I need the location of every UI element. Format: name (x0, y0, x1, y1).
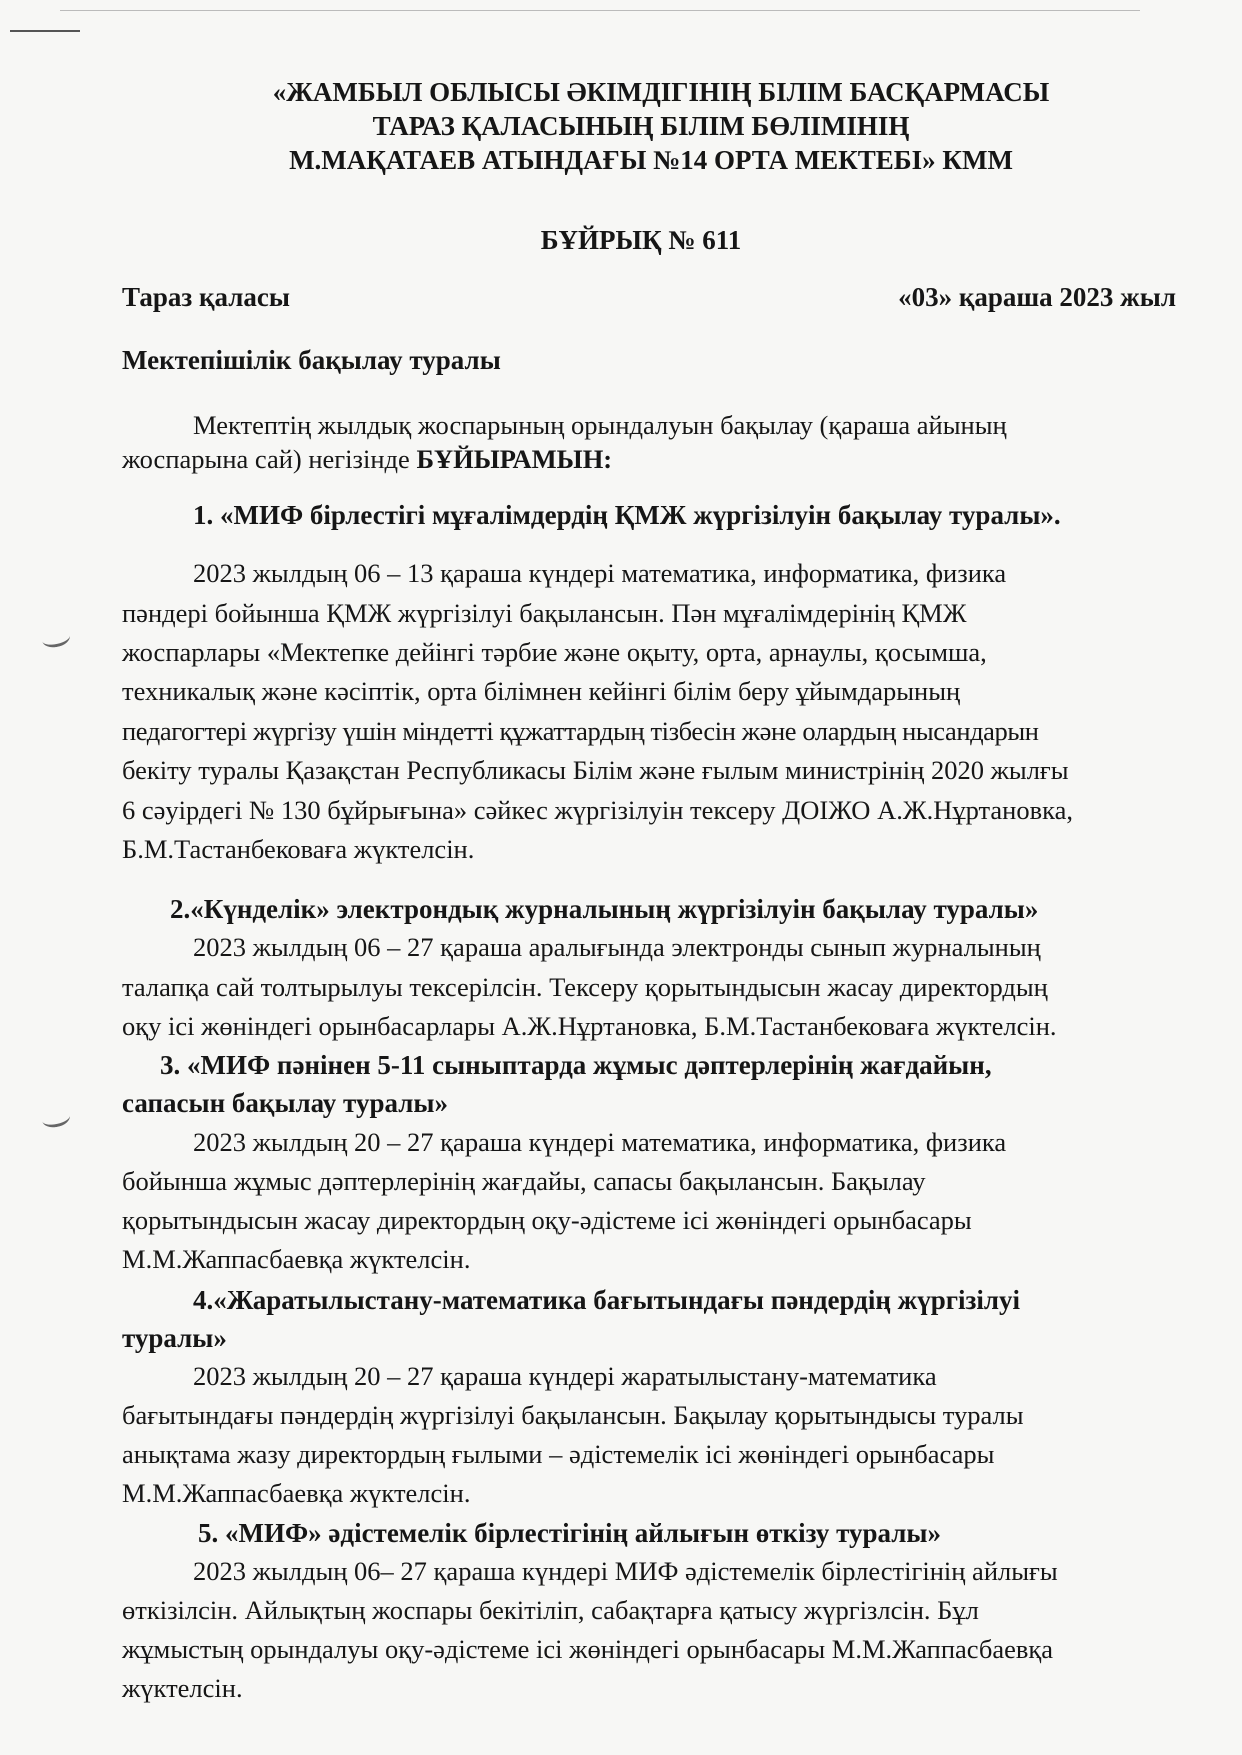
section-2-line: 2023 жылдың 06 – 27 қараша аралығында электронды сынып журналының (193, 932, 1041, 962)
section-1-line: 2023 жылдың 06 – 13 қараша күндері математика, информатика, физика (193, 558, 1007, 588)
section-2-line: оқу ісі жөніндегі орынбасарлары А.Ж.Нұртановка, Б.М.Тастанбековаға жүктелсін. (122, 1011, 1057, 1041)
intro-line-2 (122, 444, 612, 475)
section-4-heading-cont: туралы» (122, 1323, 227, 1353)
section-3-line: М.М.Жаппасбаевқа жүктелсін. (122, 1244, 471, 1274)
section-4-heading: 4.«Жаратылыстану-математика бағытындағы пәндердің жүргізілуі (193, 1285, 1020, 1315)
section-1-line: жоспарлары «Мектепке дейінгі тәрбие және оқыту, орта, арнаулы, қосымша, (122, 637, 987, 667)
section-5-line: өткізілсін. Айлықтың жоспары бекітіліп, сабақтарға қатысу жүргізлсін. Бұл (122, 1595, 979, 1625)
section-1-line: педагогтері жүргізу үшін міндетті құжаттардың тізбесін және олардың нысандарын (122, 716, 1039, 746)
order-date: «03» қараша 2023 жыл (898, 282, 1176, 312)
intro-command: БҰЙЫРАМЫН: (416, 444, 613, 474)
hole-punch-mark (41, 627, 72, 649)
section-3-heading: 3. «МИФ пәнінен 5-11 сыныптарда жұмыс дәптерлерінің жағдайын, (160, 1050, 992, 1080)
section-5-line: жүктелсін. (122, 1673, 243, 1703)
section-1-line: 6 сәуірдегі № 130 бұйрығына» сәйкес жүргізілуін тексеру ДОІЖО А.Ж.Нұртановка, (122, 795, 1073, 825)
hole-punch-mark (41, 1107, 72, 1129)
org-header-line-2: ТАРАЗ ҚАЛАСЫНЫҢ БІЛІМ БӨЛІМІНІҢ (372, 111, 910, 141)
city: Тараз қаласы (122, 282, 290, 312)
intro-text: жоспарына сай) негізінде (122, 444, 417, 474)
section-4-line: анықтама жазу директордың ғылыми – әдістемелік ісі жөніндегі орынбасары (122, 1439, 995, 1469)
section-4-line: 2023 жылдың 20 – 27 қараша күндері жаратылыстану-математика (193, 1361, 937, 1391)
section-1-line: бекіту туралы Қазақстан Республикасы Білім және ғылым министрінің 2020 жылғы (122, 755, 1069, 785)
section-5-heading: 5. «МИФ» әдістемелік бірлестігінің айлығын өткізу туралы» (198, 1518, 941, 1548)
org-header-line-1: «ЖАМБЫЛ ОБЛЫСЫ ӘКІМДІГІНІҢ БІЛІМ БАСҚАРМАСЫ (272, 77, 1050, 107)
section-1-line: Б.М.Тастанбековаға жүктелсін. (122, 834, 475, 864)
section-5-line: жұмыстың орындалуы оқу-әдістеме ісі жөніндегі орынбасары М.М.Жаппасбаевқа (122, 1634, 1054, 1664)
section-3-line: 2023 жылдың 20 – 27 қараша күндері математика, информатика, физика (193, 1127, 1007, 1157)
section-4-line: М.М.Жаппасбаевқа жүктелсін. (122, 1478, 471, 1508)
section-1-heading: 1. «МИФ бірлестігі мұғалімдердің ҚМЖ жүргізілуін бақылау туралы». (193, 500, 1061, 530)
section-2-line: талапқа сай толтырылуы тексерілсін. Тексеру қорытындысын жасау директордың (122, 972, 1048, 1002)
section-1-line: техникалық және кәсіптік, орта білімнен кейінгі білім беру ұйымдарының (122, 676, 961, 706)
section-4-line: бағытындағы пәндердің жүргізілуі бақылансын. Бақылау қорытындысы туралы (122, 1400, 1024, 1430)
scan-edge-line-top (60, 10, 1140, 11)
section-5-line: 2023 жылдың 06– 27 қараша күндері МИФ әдістемелік бірлестігінің айлығы (193, 1556, 1058, 1586)
scan-edge-line (10, 30, 80, 32)
org-header-line-3: М.МАҚАТАЕВ АТЫНДАҒЫ №14 ОРТА МЕКТЕБІ» КММ (289, 145, 1013, 175)
order-subject: Мектепішілік бақылау туралы (122, 345, 501, 375)
section-3-heading-cont: сапасын бақылау туралы» (122, 1088, 448, 1118)
section-1-line: пәндері бойынша ҚМЖ жүргізілуі бақылансын. Пән мұғалімдерінің ҚМЖ (122, 598, 967, 628)
order-title: БҰЙРЫҚ № 611 (540, 225, 742, 255)
section-3-line: қорытындысын жасау директордың оқу-әдістеме ісі жөніндегі орынбасары (122, 1205, 972, 1235)
section-3-line: бойынша жұмыс дәптерлерінің жағдайы, сапасы бақылансын. Бақылау (122, 1166, 926, 1196)
intro-line-1: Мектептің жылдық жоспарының орындалуын бақылау (қараша айының (193, 410, 1007, 440)
section-2-heading: 2.«Күнделік» электрондық журналының жүргізілуін бақылау туралы» (170, 894, 1039, 924)
